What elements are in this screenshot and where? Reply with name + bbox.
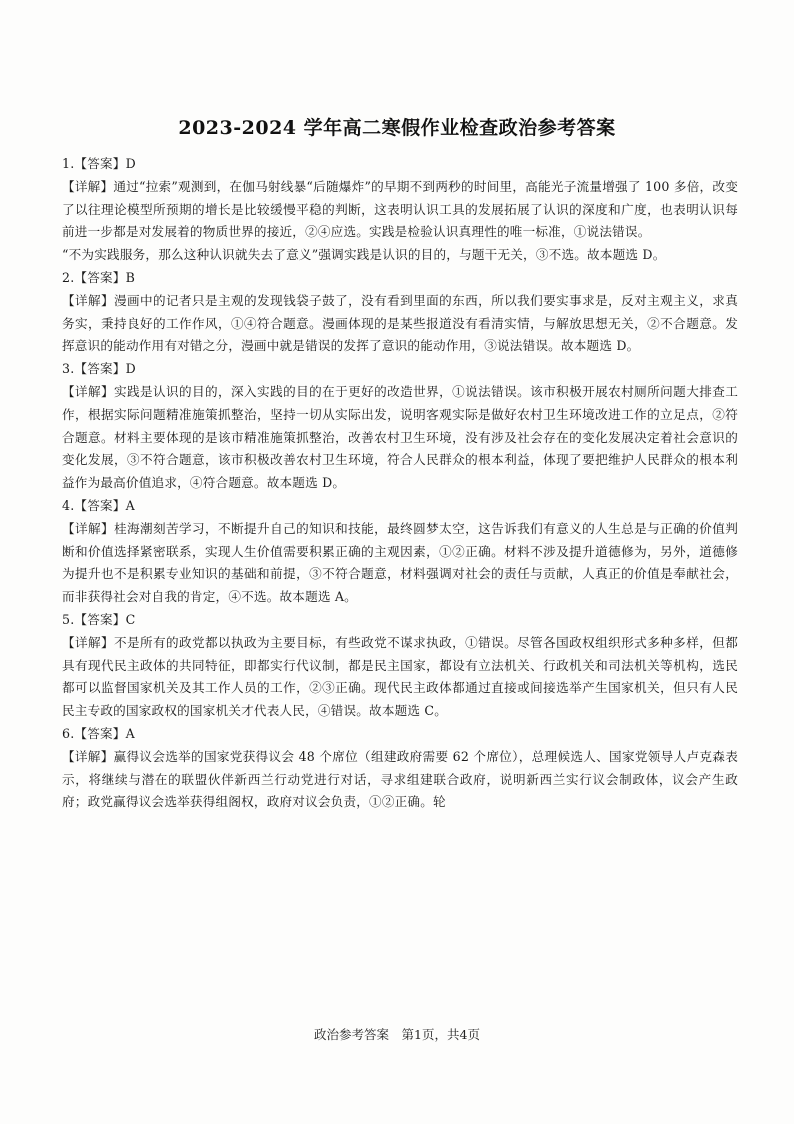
analysis-extra-text: “不为实践服务，那么这种认识就失去了意义”强调实践是认识的目的，与题干无关，③不选。故本题选 D。 <box>62 247 666 263</box>
analysis-text: 【详解】通过“拉索”观测到，在伽马射线暴“后随爆炸”的早期不到两秒的时间里，高能光子流量增强了 100 多倍，改变了以往理论模型所预期的增长是比较缓慢平稳的判断，这表明认识工具的发展拓展了认识的深度和广度，也表明认识每前进一步都是对发展着的物质世界的接近，②④应选。实践是检验认识真理性的唯一标准，①说法错误。 <box>62 178 738 240</box>
answer-line: 3.【答案】D <box>62 361 136 377</box>
page-footer: 政治参考答案 第1页，共4页 <box>314 1027 480 1042</box>
analysis-text: 【详解】桂海潮刻苦学习，不断提升自己的知识和技能，最终圆梦太空，这告诉我们有意义的人生总是与正确的价值判断和价值选择紧密联系，实现人生价值需要积累正确的主观因素，①②正确。材料不涉及提升道德修为，另外，道德修为提升也不是积累专业知识的基础和前提，③不符合题意，材料强调对社会的责任与贡献，人真正的价值是奉献社会，而非获得社会对自我的肯定，④不选。故本题选 A。 <box>62 520 738 605</box>
answer-list <box>62 153 738 814</box>
answer-line: 4.【答案】A <box>62 497 135 513</box>
document-title: 2023-2024 学年高二寒假作业检查政治参考答案 <box>178 117 616 139</box>
answer-item-4 <box>62 495 738 609</box>
answer-line: 2.【答案】B <box>62 269 136 285</box>
answer-line: 5.【答案】C <box>62 611 136 627</box>
answer-line: 1.【答案】D <box>62 156 136 171</box>
answer-line: 6.【答案】A <box>62 725 135 741</box>
analysis-text: 【详解】赢得议会选举的国家党获得议会 48 个席位（组建政府需要 62 个席位），总理候选人、国家党领导人卢克森表示，将继续与潜在的联盟伙伴新西兰行动党进行对话，寻求组建联合政府，说明新西兰实行议会制政体，议会产生政府；政党赢得议会选举获得组阁权，政府对议会负责，①②正确。轮 <box>62 748 738 810</box>
answer-item-1 <box>62 153 738 267</box>
analysis-text: 【详解】不是所有的政党都以执政为主要目标，有些政党不谋求执政，①错误。尽管各国政权组织形式多种多样，但都具有现代民主政体的共同特征，即都实行代议制，都是民主国家，都设有立法机关、行政机关和司法机关等机构，选民都可以监督国家机关及其工作人员的工作，②③正确。现代民主政体都通过直接或间接选举产生国家机关，但只有人民民主专政的国家政权的国家机关才代表人民，④错误。故本题选 C。 <box>62 634 738 719</box>
analysis-text: 【详解】漫画中的记者只是主观的发现钱袋子鼓了，没有看到里面的东西，所以我们要实事求是，反对主观主义，求真务实，秉持良好的工作作风，①④符合题意。漫画体现的是某些报道没有看清实情，与解放思想无关，②不合题意。发挥意识的能动作用有对错之分，漫画中就是错误的发挥了意识的能动作用，③说法错误。故本题选 D。 <box>62 292 738 354</box>
analysis-text: 【详解】实践是认识的目的，深入实践的目的在于更好的改造世界，①说法错误。该市积极开展农村厕所问题大排查工作，根据实际问题精准施策抓整治，坚持一切从实际出发，说明客观实际是做好农村卫生环境改进工作的立足点，②符合题意。材料主要体现的是该市精准施策抓整治，改善农村卫生环境，没有涉及社会存在的变化发展决定着社会意识的变化发展，③不符合题意，该市积极改善农村卫生环境，符合人民群众的根本利益，体现了要把维护人民群众的根本利益作为最高价值追求，④符合题意。故本题选 D。 <box>62 383 738 491</box>
answer-item-6 <box>62 723 738 814</box>
answer-item-3 <box>62 358 738 495</box>
answer-item-5 <box>62 609 738 723</box>
answer-item-2 <box>62 267 738 358</box>
